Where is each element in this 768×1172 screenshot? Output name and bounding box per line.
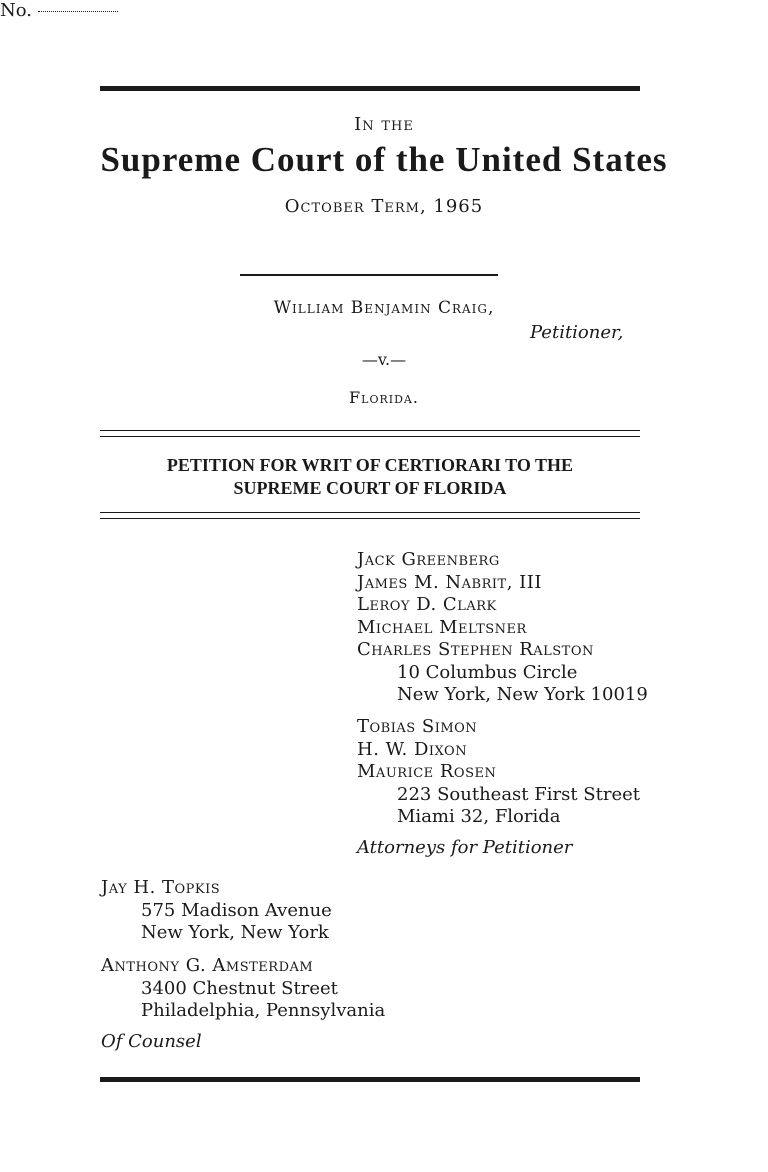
term-heading: October Term, 1965 bbox=[284, 196, 484, 217]
petition-title bbox=[100, 454, 640, 500]
counsel-block-1 bbox=[101, 877, 332, 945]
attorney-name: James M. Nabrit, III bbox=[357, 571, 542, 593]
top-rule bbox=[100, 86, 640, 91]
attorney-name: Maurice Rosen bbox=[357, 761, 497, 782]
bottom-rule bbox=[100, 1077, 640, 1082]
respondent-name: Florida. bbox=[349, 388, 419, 407]
petitioner-role: Petitioner, bbox=[530, 322, 624, 343]
attorneys-group-1 bbox=[357, 549, 648, 707]
attorney-address-line: 10 Columbus Circle bbox=[397, 661, 578, 683]
petition-title-line-1: PETITION FOR WRIT OF CERTIORARI TO THE bbox=[166, 455, 574, 475]
petition-title-line-2: SUPREME COURT OF FLORIDA bbox=[233, 478, 507, 498]
title-rule-bottom-1 bbox=[100, 512, 640, 513]
attorneys-group-2 bbox=[357, 716, 640, 859]
counsel-address-line: New York, New York bbox=[141, 922, 329, 943]
attorney-address-line: 223 Southeast First Street bbox=[397, 783, 640, 805]
docket-number bbox=[0, 0, 768, 21]
caption-rule bbox=[240, 274, 498, 276]
petitioner-name: William Benjamin Craig, bbox=[273, 298, 495, 318]
attorney-name: H. W. Dixon bbox=[357, 738, 468, 760]
versus-text: —v.— bbox=[361, 350, 407, 369]
docket-number-label: No. bbox=[0, 0, 32, 21]
attorney-name: Leroy D. Clark bbox=[357, 594, 497, 615]
attorney-address-line: New York, New York 10019 bbox=[397, 684, 648, 705]
counsel-block-2 bbox=[101, 955, 385, 1053]
of-counsel-label: Of Counsel bbox=[101, 1030, 202, 1052]
attorneys-label: Attorneys for Petitioner bbox=[357, 836, 573, 858]
attorney-address-line: Miami 32, Florida bbox=[397, 806, 561, 827]
attorney-name: Jack Greenberg bbox=[357, 549, 500, 570]
counsel-address-line: 575 Madison Avenue bbox=[141, 899, 332, 921]
attorney-name: Michael Meltsner bbox=[357, 616, 527, 638]
title-rule-bottom-2 bbox=[100, 518, 640, 519]
court-name: Supreme Court of the United States bbox=[100, 140, 668, 179]
attorney-name: Tobias Simon bbox=[357, 716, 478, 737]
attorney-name: Charles Stephen Ralston bbox=[357, 639, 594, 660]
counsel-address-line: Philadelphia, Pennsylvania bbox=[141, 1000, 386, 1021]
in-the-heading: In the bbox=[354, 114, 414, 135]
docket-number-blank bbox=[38, 11, 118, 12]
title-rule-top-2 bbox=[100, 436, 640, 437]
title-rule-top-1 bbox=[100, 430, 640, 431]
counsel-name: Jay H. Topkis bbox=[101, 877, 221, 898]
counsel-address-line: 3400 Chestnut Street bbox=[141, 977, 338, 999]
counsel-name: Anthony G. Amsterdam bbox=[101, 955, 314, 976]
